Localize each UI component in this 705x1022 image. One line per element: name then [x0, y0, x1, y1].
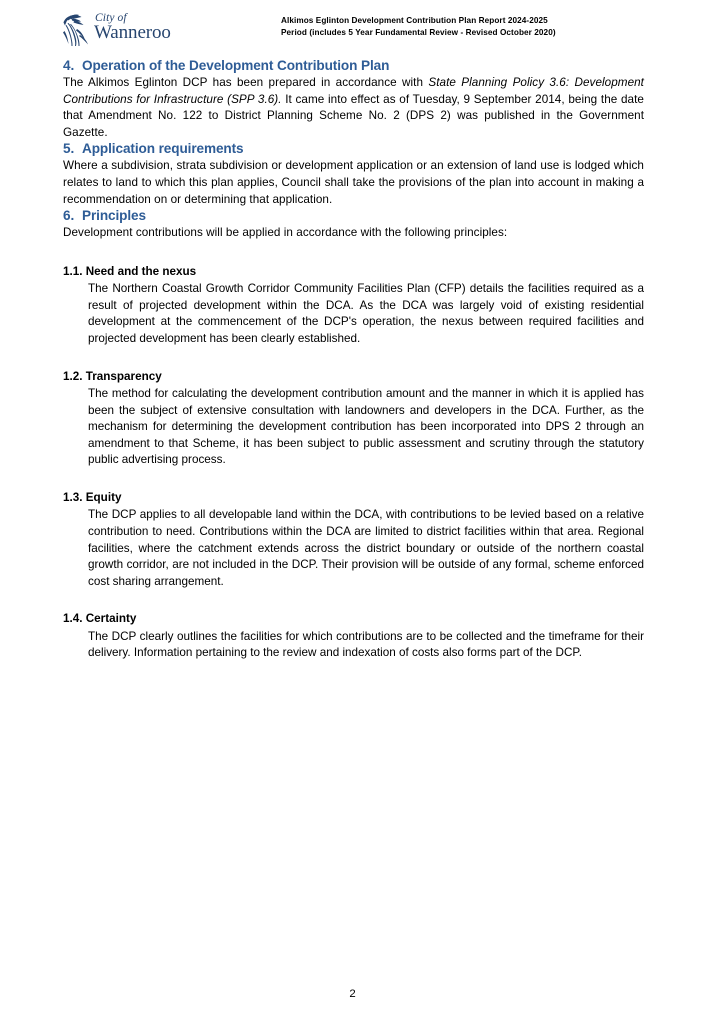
section-heading-5	[63, 141, 644, 158]
principle-body-1-4: The DCP clearly outlines the facilities for which contributions are to be collected and the timeframe for their delivery. Information pertaining to the review and indexation of costs also forms part of the DCP.	[88, 629, 644, 660]
section-title-4: Operation of the Development Contribution Plan	[82, 58, 390, 73]
section-title-5: Application requirements	[82, 141, 244, 157]
page-number: 2	[349, 988, 356, 1000]
section-paragraph-5: Where a subdivision, strata subdivision or development application or an extension of land use is lodged which relates to land to which this plan applies, Council shall take the provisions of the plan into account in making a recommendation on or determining that application.	[63, 159, 644, 206]
header-report-title	[281, 15, 661, 38]
header-title-line-1: Alkimos Eglinton Development Contribution Plan Report 2024-2025	[281, 16, 548, 25]
document-header	[0, 8, 705, 54]
section-number-6: 6.	[63, 208, 75, 224]
principle-item	[63, 611, 644, 662]
logo-wordmark	[94, 12, 171, 43]
header-title-line-2: Period (includes 5 Year Fundamental Review - Revised October 2020)	[281, 27, 556, 37]
section-heading-4	[63, 58, 644, 75]
principle-item	[63, 369, 644, 469]
kangaroo-paw-flower-icon	[62, 13, 92, 47]
section-paragraph-6: Development contributions will be applied in accordance with the following principles:	[63, 226, 508, 240]
page-footer	[0, 988, 705, 1000]
section-number-4: 4.	[63, 58, 75, 73]
section-paragraph-4	[63, 75, 644, 141]
principle-heading-1-2: 1.2. Transparency	[63, 369, 162, 383]
principle-heading-1-3: 1.3. Equity	[63, 491, 122, 505]
city-of-wanneroo-logo	[62, 12, 180, 54]
principle-item	[63, 490, 644, 590]
principle-item	[63, 264, 644, 348]
section-heading-6	[63, 208, 644, 225]
section-4-text-pre: The Alkimos Eglinton DCP has been prepared in accordance with	[63, 75, 429, 89]
logo-wanneroo-text: Wanneroo	[94, 22, 171, 44]
principle-heading-1-4: 1.4. Certainty	[63, 612, 137, 626]
principle-body-1-2: The method for calculating the development contribution amount and the manner in which it is applied has been the subject of extensive consultation with landowners and developers in the DCA. Further, as the mechanism for determining the development contribution has been incorporated into DPS 2 through an amendment to that Scheme, it has been subject to public assessment and scrutiny through the statutory public advertising process.	[88, 387, 644, 467]
section-title-6: Principles	[82, 208, 146, 224]
section-number-5: 5.	[63, 141, 75, 157]
principle-body-1-1: The Northern Coastal Growth Corridor Community Facilities Plan (CFP) details the facilities required as a result of projected development within the DCA. As the DCA was largely void of existing residential development at the commencement of the DCP's operation, the nexus between required facilities and projected development has been clearly established.	[88, 282, 644, 346]
document-body	[63, 58, 644, 662]
principle-heading-1-1: 1.1. Need and the nexus	[63, 264, 197, 278]
section-4-text-post: It came into effect as of Tuesday, 9 September 2014, being the date that Amendment No. 122 to District Planning Scheme No. 2 (DPS 2) was published in the Government Gazette.	[63, 92, 644, 139]
principle-body-1-3: The DCP applies to all developable land within the DCA, with contributions to be levied based on a relative contribution to need. Contributions within the DCA are limited to district facilities within that area. Regional facilities, where the catchment extends across the district boundary or outside of the northern coastal growth corridor, are not included in the DCP. Their provision will be outside of any formal, scheme enforced cost sharing arrangement.	[88, 508, 644, 588]
logo-city-text: City of	[95, 12, 127, 24]
section-4-text-italic: State Planning Policy 3.6: Development Contributions for Infrastructure (SPP 3.6).	[63, 75, 644, 106]
